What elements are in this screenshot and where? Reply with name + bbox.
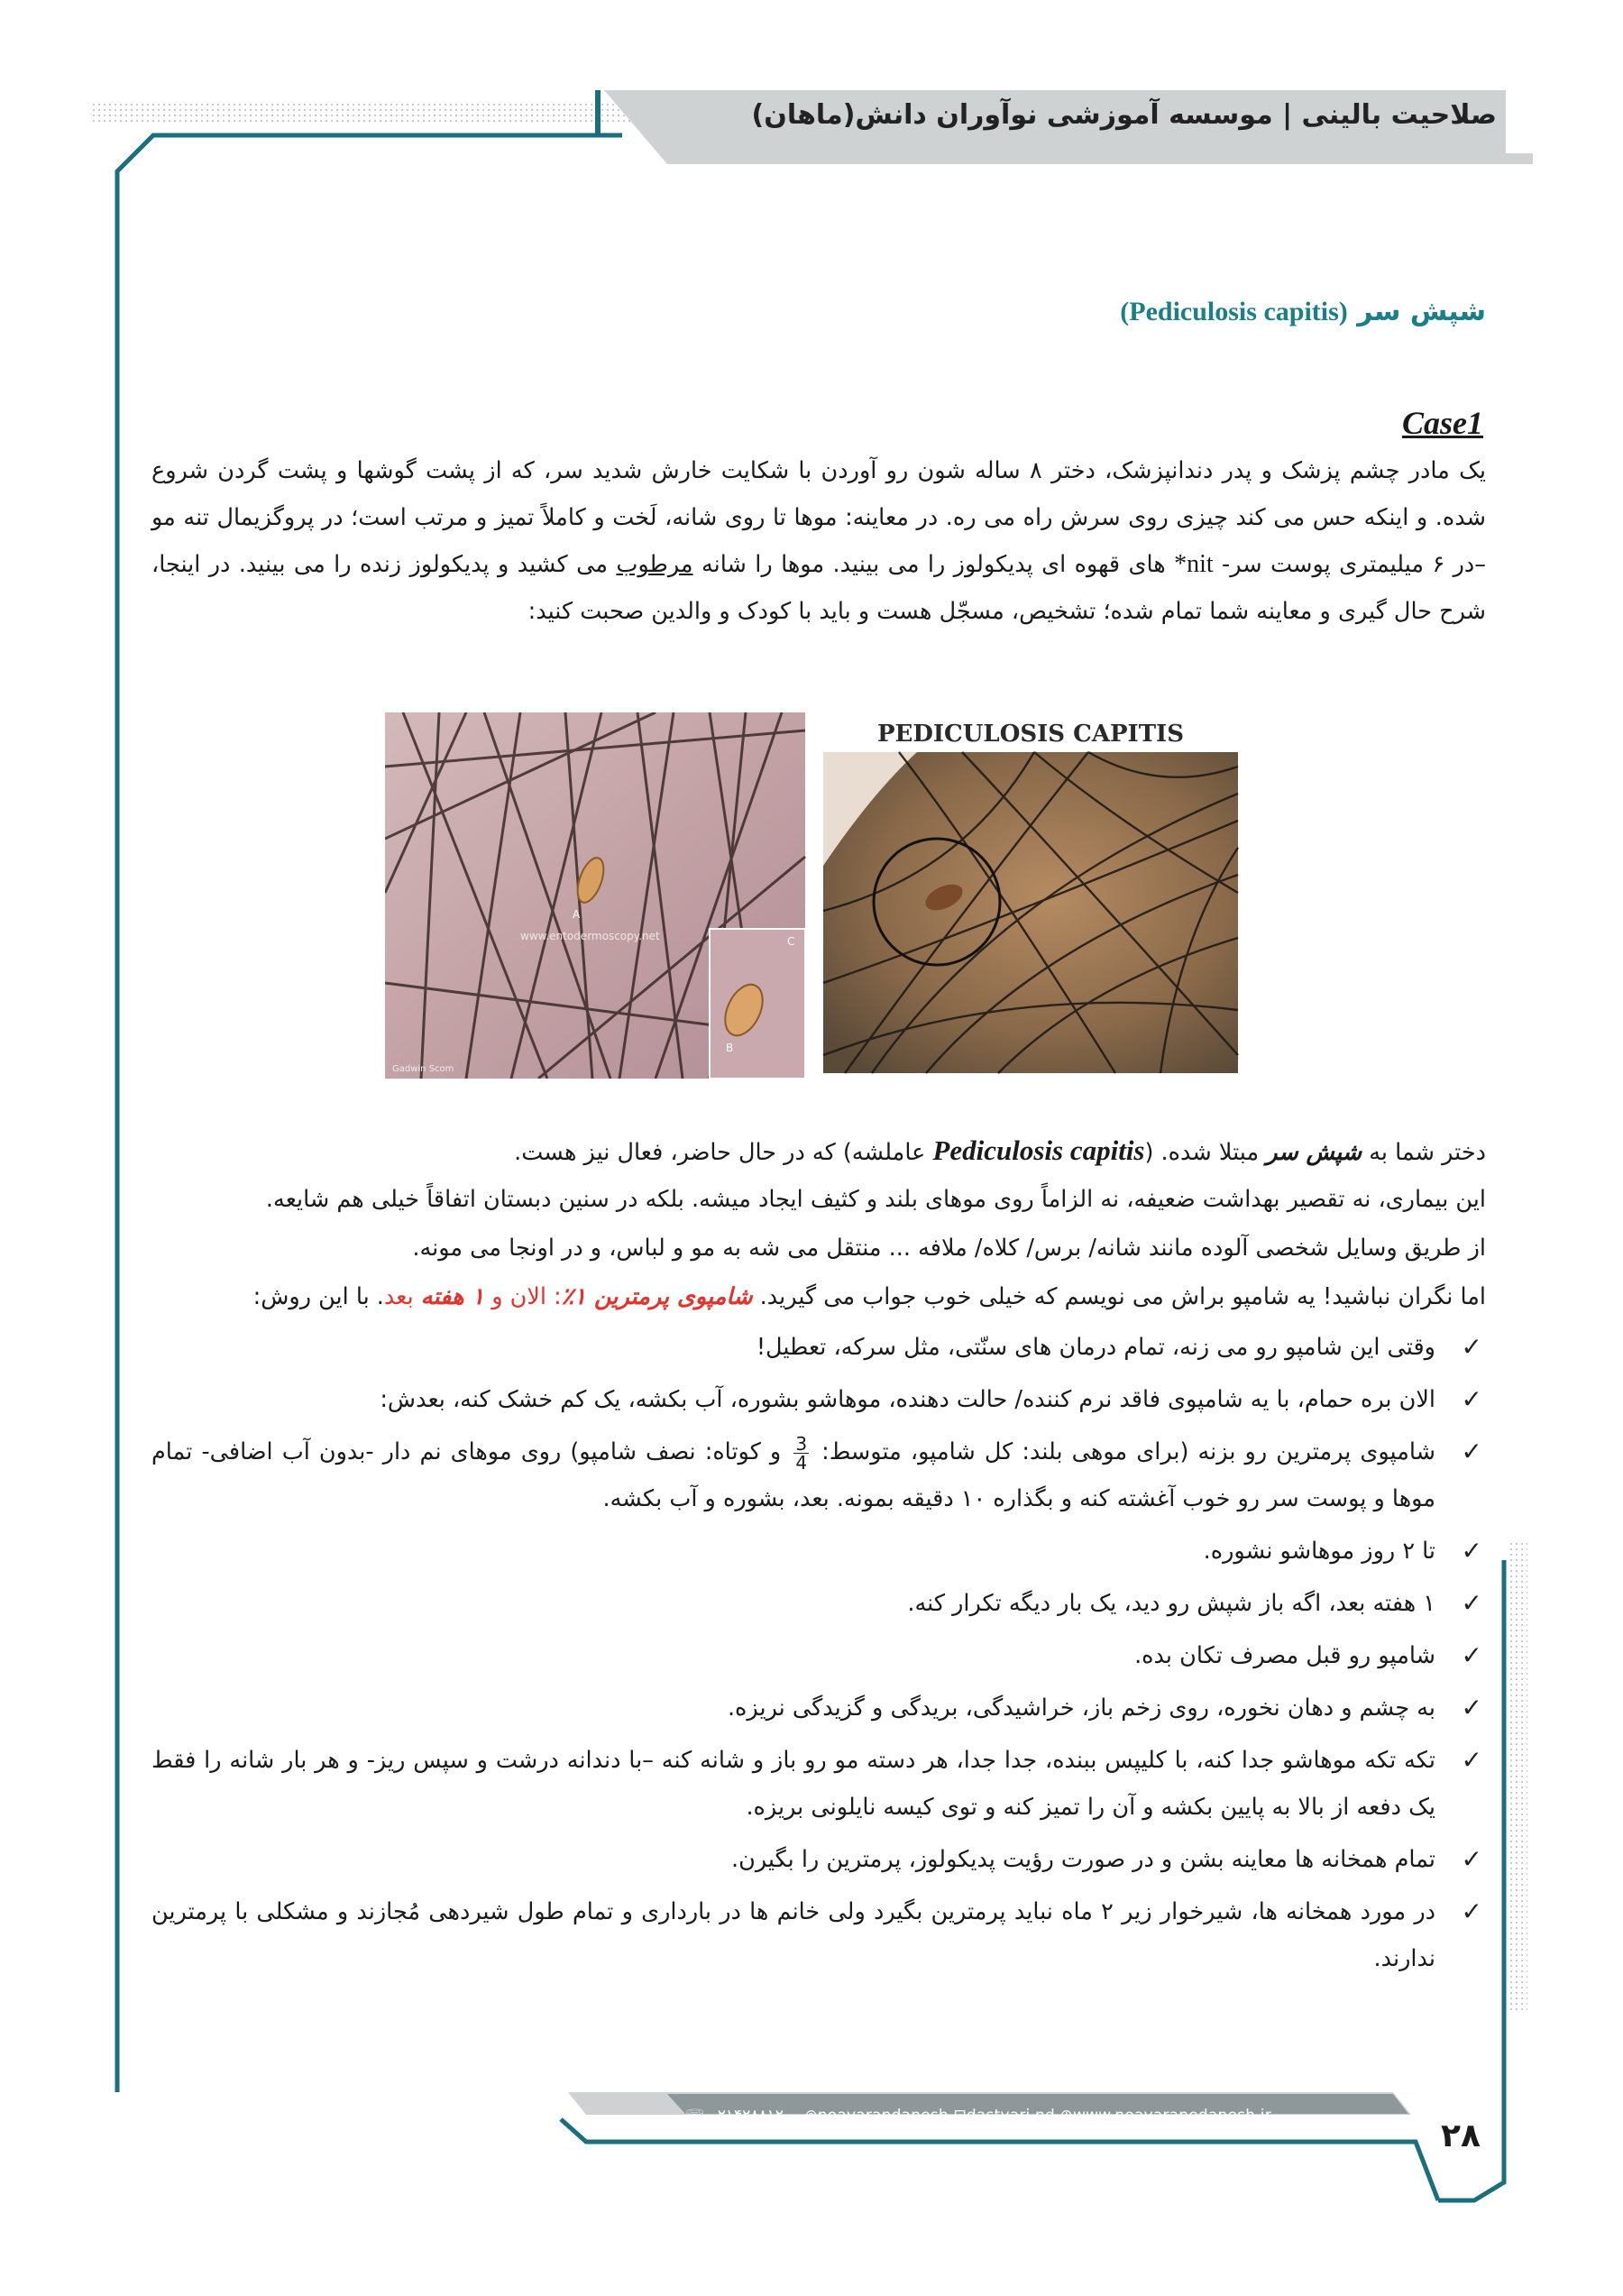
checklist-item [151, 1324, 1486, 1371]
checklist-item [151, 1685, 1486, 1731]
diagnosis-text-c: عاملشه) که در حال حاضر، فعال نیز هست. [514, 1139, 933, 1166]
label-a: A [573, 908, 581, 921]
title-persian: شپش سر [1357, 296, 1486, 327]
underlined-word: مرطوب [616, 551, 693, 578]
diagnosis-latin: Pediculosis capitis [932, 1134, 1145, 1166]
case-text-2: های قهوه ای پدیکولوز را می بینید. موها را شانه [692, 551, 1175, 578]
case-paragraph [151, 447, 1486, 635]
fraction-denominator: 4 [795, 1451, 808, 1474]
nit-term: nit* [1174, 550, 1214, 578]
checklist-text: الان بره حمام، با یه شامپوی فاقد نرم کننده/ حالت دهنده، موهاشو بشوره، آب بکشه، یک کم خشک کنه، بعدش: [380, 1386, 1435, 1413]
footer-line [561, 2119, 1438, 2200]
check-icon: ✓ [1461, 1588, 1482, 1618]
side-dot-strip [1508, 1542, 1527, 2011]
checklist-text: شامپو رو قبل مصرف تکان بده. [1134, 1642, 1435, 1669]
label-c: C [787, 935, 795, 948]
checklist-text: تا ۲ روز موهاشو نشوره. [1203, 1538, 1435, 1565]
dermoscopy-photo [385, 712, 805, 1079]
checklist-text: وقتی این شامپو رو می زنه، تمام درمان های سنّتی، مثل سرکه، تعطیل! [756, 1334, 1435, 1361]
case-heading: Case1 [1402, 405, 1483, 441]
body-line-diagnosis [151, 1127, 1486, 1176]
photo-credit: Gadwin Scom [392, 1064, 454, 1074]
body-line-treatment [151, 1273, 1486, 1320]
section-title [1120, 296, 1486, 327]
checklist-item [151, 1737, 1486, 1831]
check-icon: ✓ [1461, 1384, 1482, 1414]
checklist-item [151, 1888, 1486, 1982]
case-text-3: می کشید و پدیکولوز زنده را می بینید. در اینجا، شرح حال گیری و معاینه شما تمام شده؛ تشخیص، مسجّل هست و باید با کودک و والدین صحبت کنید: [151, 551, 1486, 625]
body-line-transmission: از طریق وسایل شخصی آلوده مانند شانه/ برس/ کلاه/ ملافه ... منتقل می شه به مو و لباس، و در اونجا می مونه. [412, 1235, 1486, 1262]
diagnosis-text-b: مبتلا شده. ( [1144, 1139, 1267, 1166]
checklist-text: شامپوی پرمترین رو بزنه (برای موهی بلند: کل شامپو، متوسط: [812, 1438, 1436, 1465]
fraction-numerator: 3 [795, 1432, 808, 1455]
check-icon: ✓ [1461, 1536, 1482, 1566]
scalp-photo [818, 712, 1243, 1079]
check-icon: ✓ [1461, 1896, 1482, 1926]
fraction [793, 1432, 809, 1474]
check-icon: ✓ [1461, 1332, 1482, 1362]
treatment-drug: شامپوی پرمترین ۱٪ [561, 1283, 753, 1310]
checklist-item [151, 1836, 1486, 1883]
treatment-text-b: . با این روش: [252, 1283, 384, 1310]
checklist-item [151, 1376, 1486, 1423]
checklist-text: و کوتاه: نصف شامپو) روی موهای نم دار -بدون آب اضافی- تمام موها و پوست سر رو خوب آغشته کنه و بگذاره ۱۰ دقیقه بمونه. بعد، بشوره و آب بکشه. [151, 1438, 1435, 1512]
check-icon: ✓ [1461, 1693, 1482, 1722]
photo-watermark: www.entodermoscopy.net [520, 930, 660, 942]
treatment-text-a: اما نگران نباشید! یه شامپو براش می نویسم که خیلی خوب جواب می گیرید. [752, 1283, 1486, 1310]
header-dot-strip [90, 101, 640, 123]
diagnosis-bold: شپش سر [1266, 1139, 1362, 1166]
page-number: ۲۸ [1441, 2117, 1481, 2154]
footer-contacts: ☏ ۰۲۱۴۲۸۸۱۲۰۰ ⊚noavarandanesh ⊡dastyari.nd ⊕www.noavaranedanesh.ir [685, 2107, 1271, 2125]
body-line-hygiene: این بیماری، نه تقصیر بهداشت ضعیفه، نه الزاماً روی موهای بلند و کثیف ایجاد میشه. بلکه در سنین دبستان اتفاقاً خیلی هم شایعه. [265, 1186, 1486, 1213]
checklist-text: تکه تکه موهاشو جدا کنه، با کلیپس ببنده، جدا جدا، هر دسته مو رو باز و شانه کنه –با دندانه درشت و سپس ریز- و هر بار شانه را فقط یک دفعه از بالا به پایین بکشه و آن را تمیز کنه و توی کیسه نایلونی بریزه. [151, 1747, 1435, 1821]
photo-caption: PEDICULOSIS CAPITIS [876, 721, 1185, 748]
treatment-timing-a: : الان و [484, 1283, 562, 1310]
label-b: B [726, 1042, 734, 1054]
checklist-text: به چشم و دهان نخوره، روی زخم باز، خراشیدگی، بریدگی و گزیدگی نریزه. [727, 1694, 1435, 1722]
treatment-timing-b: بعد [383, 1283, 421, 1310]
title-latin: (Pediculosis capitis) [1120, 297, 1348, 326]
check-icon: ✓ [1461, 1745, 1482, 1775]
instruction-checklist [151, 1324, 1486, 1988]
checklist-item [151, 1580, 1486, 1627]
checklist-item [151, 1428, 1486, 1522]
check-icon: ✓ [1461, 1437, 1482, 1466]
checklist-item [151, 1528, 1486, 1575]
checklist-item [151, 1632, 1486, 1679]
check-icon: ✓ [1461, 1844, 1482, 1874]
checklist-text: تمام همخانه ها معاینه بشن و در صورت رؤیت پدیکولوز، پرمترین را بگیرن. [730, 1846, 1435, 1873]
case-text-1: یک مادر چشم پزشک و پدر دندانپزشک، دختر ۸ ساله شون رو آوردن با شکایت خارش شدید سر، که از پشت گوشها و پشت گردن شروع شده. و اینکه حس می کند چیزی روی سرش راه می ره. در معاینه: موها تا روی شانه، لَخت و کاملاً تمیز و مرتب است؛ در پروگزیمال تنه مو –در ۶ میلیمتری پوست سر- [151, 457, 1487, 578]
header-title: صلاحیت بالینی | موسسه آموزشی نوآوران دانش(ماهان) [751, 99, 1497, 131]
checklist-text: در مورد همخانه ها، شیرخوار زیر ۲ ماه نباید پرمترین بگیرد ولی خانم ها در بارداری و تمام طول شیردهی مُجازند و مشکلی با پرمترین ندارند. [151, 1898, 1435, 1972]
diagnosis-text-a: دختر شما به [1362, 1139, 1486, 1166]
checklist-text: ۱ هفته بعد، اگه باز شپش رو دید، یک بار دیگه تکرار کنه. [907, 1590, 1435, 1617]
treatment-week: ۱ هفته [420, 1283, 485, 1310]
lice-figure [385, 712, 1243, 1079]
check-icon: ✓ [1461, 1640, 1482, 1670]
